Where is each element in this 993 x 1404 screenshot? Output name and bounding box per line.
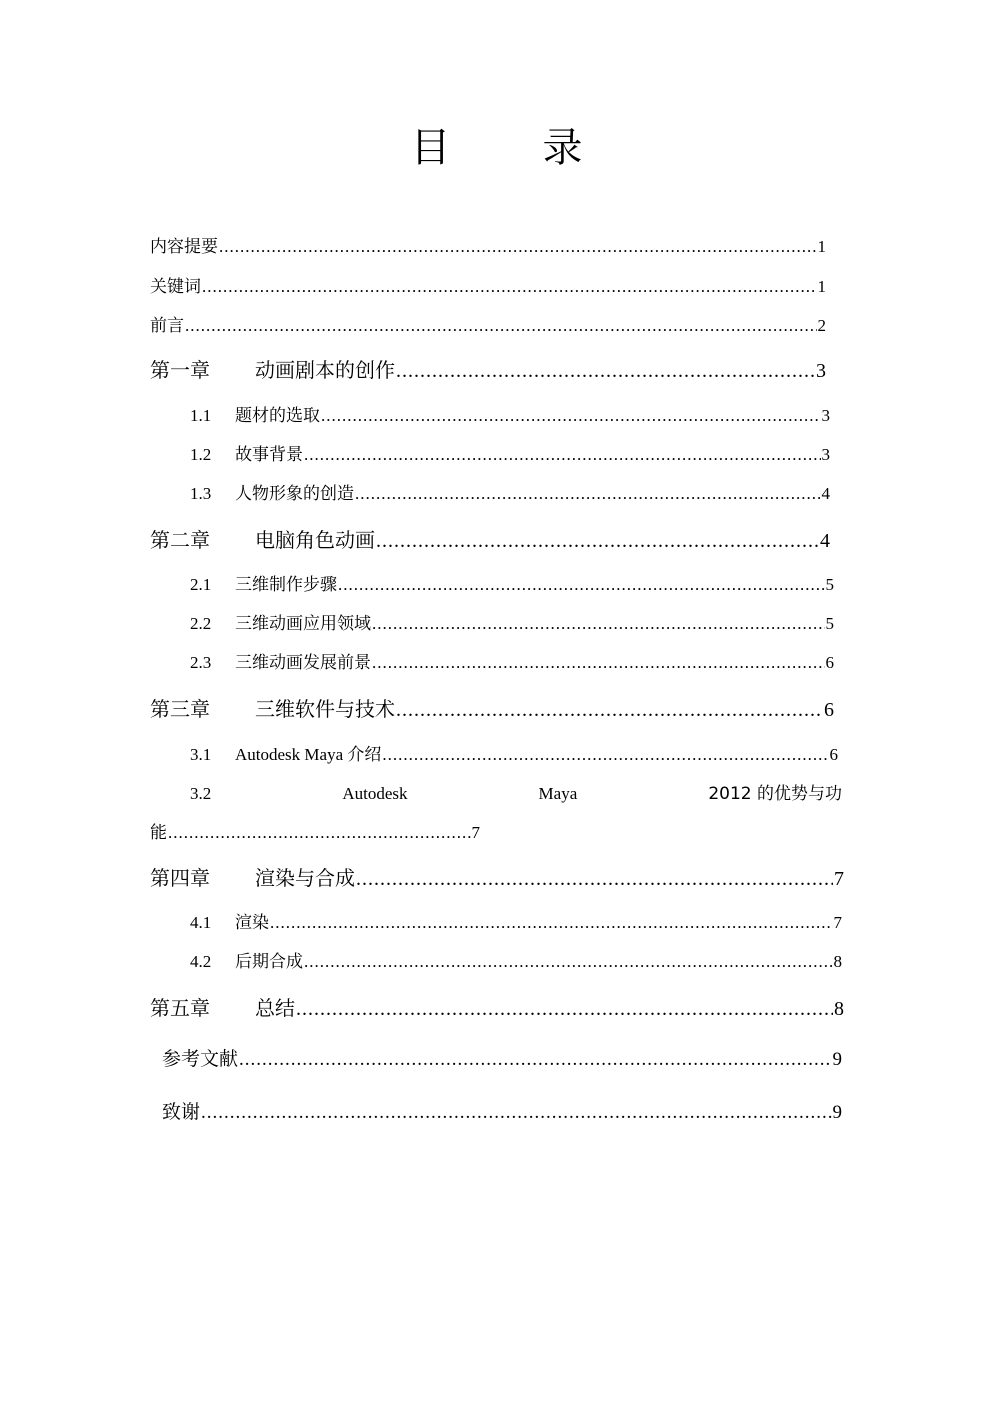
toc-entry-summary[interactable]	[150, 232, 826, 257]
title-char-2: 录	[542, 125, 583, 171]
dot-leader	[185, 316, 817, 336]
dot-leader	[372, 653, 825, 673]
chapter-title: 动画剧本的创作	[255, 358, 395, 382]
chapter-title: 三维软件与技术	[255, 697, 395, 721]
dot-leader	[396, 699, 823, 722]
toc-section-3-2-continued[interactable]	[150, 818, 480, 843]
page-number: 3	[821, 445, 830, 464]
section-title: 后期合成	[235, 952, 303, 972]
dot-leader	[202, 277, 817, 297]
section-title: 三维制作步骤	[235, 575, 337, 595]
section-title: Autodesk Maya 介绍	[235, 745, 382, 764]
page-number: 6	[825, 653, 834, 672]
dot-leader	[296, 998, 833, 1021]
section-title: 人物形象的创造	[235, 484, 354, 504]
section-title: 故事背景	[235, 445, 303, 465]
section-number: 3.2	[190, 784, 212, 803]
chapter-number: 第三章	[150, 697, 210, 721]
chapter-title: 渲染与合成	[255, 866, 355, 890]
page-number: 5	[825, 614, 834, 633]
dot-leader	[372, 614, 825, 634]
toc-section-3-1[interactable]	[190, 740, 838, 765]
toc-chapter-4[interactable]	[150, 862, 844, 891]
section-title-part-1: Autodesk	[342, 784, 408, 803]
page-number: 7	[471, 823, 480, 842]
dot-leader	[239, 1049, 831, 1071]
toc-section-1-3[interactable]	[190, 479, 830, 504]
entry-label: 内容提要	[150, 237, 218, 257]
chapter-title: 电脑角色动画	[255, 528, 375, 552]
toc-chapter-1[interactable]	[150, 354, 826, 383]
toc-chapter-3[interactable]	[150, 693, 834, 722]
toc-section-4-2[interactable]	[190, 947, 842, 972]
section-title: 渲染	[235, 913, 269, 933]
toc-chapter-2[interactable]	[150, 524, 830, 553]
entry-label: 前言	[150, 316, 184, 336]
page-number: 9	[832, 1102, 842, 1123]
dot-leader	[376, 530, 819, 553]
dot-leader	[338, 575, 825, 595]
section-title-part-2: Maya	[538, 784, 578, 803]
chapter-number: 第五章	[150, 996, 210, 1020]
toc-chapter-5[interactable]	[150, 992, 844, 1021]
entry-label: 关键词	[150, 277, 201, 297]
toc-section-2-1[interactable]	[190, 570, 834, 595]
page-number: 6	[824, 699, 834, 721]
dot-leader	[355, 484, 821, 504]
section-number: 4.1	[190, 913, 212, 932]
dot-leader	[168, 823, 471, 843]
toc-section-4-1[interactable]	[190, 908, 842, 933]
dot-leader	[270, 913, 833, 933]
dot-leader	[304, 952, 833, 972]
chapter-number: 第四章	[150, 866, 210, 890]
toc-entry-acknowledgements[interactable]	[162, 1097, 842, 1124]
section-number: 2.2	[190, 614, 212, 633]
page-number: 3	[821, 406, 830, 425]
page-number: 8	[833, 952, 842, 971]
page-number: 2	[817, 316, 826, 335]
dot-leader	[219, 237, 817, 257]
toc-title	[0, 120, 993, 176]
toc-section-2-2[interactable]	[190, 609, 834, 634]
chapter-title: 总结	[255, 996, 295, 1020]
toc-entry-references[interactable]	[162, 1044, 842, 1071]
title-char-1: 目	[410, 125, 451, 171]
page-number: 4	[821, 484, 830, 503]
page-number: 4	[820, 530, 830, 552]
section-number: 1.3	[190, 484, 212, 503]
toc-section-1-1[interactable]	[190, 401, 830, 426]
section-title-cont: 能	[150, 823, 167, 843]
page-number: 5	[825, 575, 834, 594]
section-title: 三维动画发展前景	[235, 653, 371, 673]
page-number: 7	[833, 913, 842, 932]
section-number: 1.1	[190, 406, 212, 425]
toc-section-1-2[interactable]	[190, 440, 830, 465]
page-number: 3	[816, 360, 826, 382]
section-title: 三维动画应用领域	[235, 614, 371, 634]
dot-leader	[304, 445, 821, 465]
page-number: 7	[834, 868, 844, 890]
chapter-number: 第一章	[150, 358, 210, 382]
section-number: 2.3	[190, 653, 212, 672]
page-number: 8	[834, 998, 844, 1020]
dot-leader	[382, 745, 828, 765]
section-number: 2.1	[190, 575, 212, 594]
toc-section-2-3[interactable]	[190, 648, 834, 673]
section-number: 1.2	[190, 445, 212, 464]
entry-label: 参考文献	[162, 1048, 239, 1070]
section-title-part-3: 2012 的优势与功	[708, 784, 842, 804]
toc-entry-keywords[interactable]	[150, 272, 826, 297]
page-number: 9	[832, 1049, 842, 1070]
page-number: 1	[817, 237, 826, 256]
dot-leader	[396, 360, 815, 383]
page-number: 1	[817, 277, 826, 296]
dot-leader	[201, 1102, 831, 1124]
toc-section-3-2[interactable]	[190, 779, 842, 804]
chapter-number: 第二章	[150, 528, 210, 552]
toc-entry-preface[interactable]	[150, 311, 826, 336]
dot-leader	[321, 406, 821, 426]
section-title: 题材的选取	[235, 406, 320, 426]
section-number: 4.2	[190, 952, 212, 971]
page-number: 6	[829, 745, 838, 764]
entry-label: 致谢	[162, 1101, 201, 1123]
section-number: 3.1	[190, 745, 212, 764]
dot-leader	[356, 868, 833, 891]
